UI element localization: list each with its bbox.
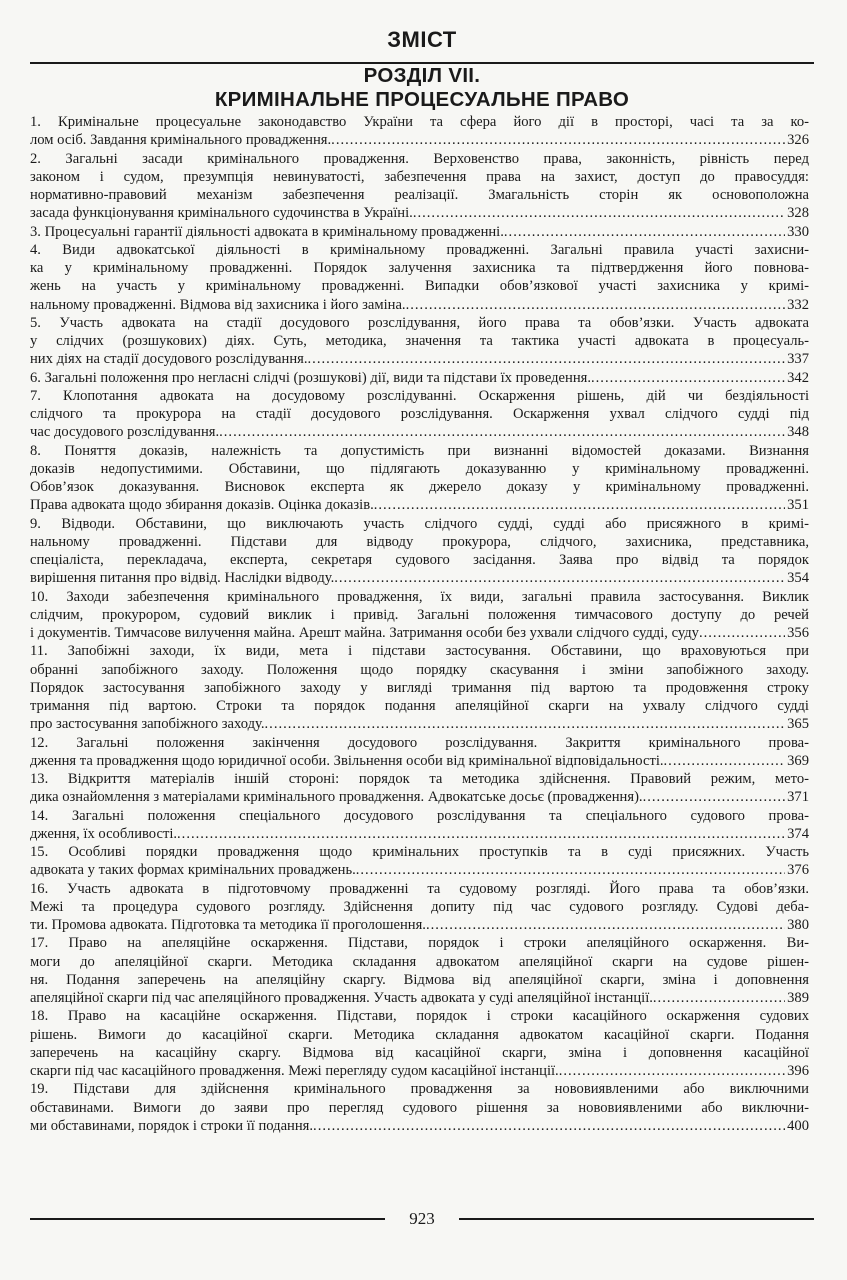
toc-entry[interactable] [30, 843, 809, 880]
toc-entry-line [30, 569, 809, 587]
toc-entry-text: ти. Промова адвоката. Підготовка та методика її проголошення. [30, 917, 426, 933]
running-header [30, 22, 814, 64]
page-number: 923 [409, 1209, 435, 1228]
toc-page-number: 400 [787, 1117, 809, 1134]
toc-entry-line: ня. Подання заперечень на апеляційну скаргу. Відмова від апеляційної скарги, зміна і доповнення [30, 971, 809, 988]
toc-entry-line: жень на участь у кримінальному провадженні. Випадки обов’язкової участі захисника у кримі- [30, 278, 809, 295]
toc-entry-line [30, 204, 809, 222]
toc-entry-line: нормативно-правовий механізм забезпечення реалізації. Змагальність сторін як основоположна [30, 187, 809, 203]
toc-page-number: 326 [787, 132, 809, 149]
toc-page-number: 354 [787, 570, 809, 587]
toc-entry-text: про застосування запобіжного заходу. [30, 716, 265, 733]
toc-entry-line: 11. Запобіжні заходи, їх види, мета і підстави застосування. Обставини, що враховуються при [30, 643, 809, 660]
toc-page-number: 348 [787, 424, 809, 441]
toc-entry[interactable] [30, 442, 809, 515]
toc-entry-line: 13. Відкриття матеріалів іншій стороні: порядок та методика здійснення. Правовий режим, мето- [30, 771, 809, 787]
toc-dot-leader [643, 788, 786, 806]
footer-rule-right [459, 1218, 814, 1220]
toc-entry-line [30, 1062, 809, 1080]
toc-entry-line [30, 861, 809, 879]
toc-entry[interactable] [30, 387, 809, 442]
toc-entry-line [30, 916, 809, 934]
toc-page-number: 396 [787, 1063, 809, 1079]
toc-entry-text: Права адвоката щодо збирання доказів. Оцінка доказів. [30, 497, 374, 514]
toc-entry-line: Межі та процедура судового розгляду. Здійснення допиту під час судового розгляду. Судові деба- [30, 898, 809, 915]
toc-entry-text: лом осіб. Завдання кримінального провадження. [30, 132, 332, 149]
toc-entry-line: слідчого та прокурора на стадії досудового розслідування. Оскарження ухвал слідчого судді під [30, 406, 809, 422]
toc-entry[interactable] [30, 588, 809, 643]
toc-dot-leader [331, 131, 785, 149]
toc-entry-line: 16. Участь адвоката в підготовчому провадженні та судовому розгляді. Його права та обов’язки. [30, 880, 809, 897]
toc-page-number: 356 [787, 625, 809, 641]
toc-entry-text: дика ознайомлення з матеріалами кримінального провадження. Адвокатське досьє (провадження). [30, 789, 643, 806]
toc-entry-line: обранні запобіжного заходу. Положення щодо порядку скасування і зміни запобіжного заходу. [30, 661, 809, 678]
toc-entry[interactable] [30, 934, 809, 1007]
toc-dot-leader [265, 715, 786, 733]
toc-entry[interactable] [30, 807, 809, 844]
section-number: РОЗДІЛ VII. [363, 64, 481, 87]
toc-entry-line: 5. Участь адвоката на стадії досудового розслідування, його права та обов’язки. Участь адвоката [30, 314, 809, 331]
toc-entry[interactable] [30, 515, 809, 588]
page-footer [30, 1207, 814, 1231]
toc-entry-line: ка у кримінальному провадженні. Порядок залучення захисника та підтвердження його повнова- [30, 260, 809, 276]
toc-page-number: 371 [787, 789, 809, 806]
toc-entry-text: дження та провадження щодо юридичної особи. Звільнення особи від кримінальної відповідальності. [30, 752, 664, 769]
toc-entry-line [30, 825, 809, 843]
toc-dot-leader [308, 350, 786, 368]
toc-entry-line: 15. Особливі порядки провадження щодо кримінальних проступків та в суді присяжних. Участь [30, 844, 809, 860]
toc-entry[interactable] [30, 734, 809, 771]
toc-dot-leader [699, 624, 785, 642]
toc-dot-leader [413, 204, 785, 222]
toc-entry-line: 19. Підстави для здійснення кримінального провадження за нововиявленими або виключними [30, 1081, 809, 1098]
toc-entry-line: 17. Право на апеляційне оскарження. Підстави, порядок і строки апеляційного оскарження. Ви- [30, 935, 809, 952]
toc-dot-leader [406, 296, 786, 314]
toc-entry[interactable] [30, 1007, 809, 1080]
toc-entry-line: 1. Кримінальне процесуальне законодавство України та сфера його дії в просторі, часі та за ко- [30, 114, 809, 130]
toc-entry-line: 8. Поняття доказів, належність та допустимість при визнанні відомостей доказами. Визнання [30, 442, 809, 459]
toc-page-number: 365 [787, 716, 809, 733]
toc-entry-line: слідчим, прокурором, судовий виклик і привід. Загальні положення тимчасового доступу до речей [30, 606, 809, 623]
toc-page-number: 380 [787, 917, 809, 933]
toc-entry-line [30, 1117, 809, 1135]
toc-entry-text: скарги під час касаційного провадження. Межі перегляду судом касаційної інстанції. [30, 1063, 559, 1079]
section-heading [30, 64, 814, 112]
toc-entry-text: адвоката у таких формах кримінальних проваджень. [30, 862, 356, 879]
toc-entry-line: доказів недопустимими. Обставини, що підлягають доказуванню у кримінальному провадженні. [30, 460, 809, 477]
toc-entry-line: законом і судом, презумпція невинуватості, забезпечення права на захист, доступ до правосуддя: [30, 168, 809, 185]
toc-dot-leader [219, 423, 785, 441]
toc-entry-line: обставинами. Вимоги до заяви про перегляд судового рішення за нововиявленими або виключни- [30, 1099, 809, 1116]
toc-entry-line [30, 715, 809, 733]
toc-dot-leader [559, 1062, 785, 1080]
toc-entry[interactable] [30, 770, 809, 807]
toc-page-number: 330 [787, 223, 809, 240]
toc-dot-leader [374, 496, 785, 514]
toc-entry[interactable] [30, 113, 809, 150]
toc-entry-line [30, 369, 809, 387]
toc-entry[interactable] [30, 642, 809, 733]
toc-entry-line [30, 423, 809, 441]
toc-entry-line: 14. Загальні положення спеціального досудового розслідування та спеціального судового прова- [30, 807, 809, 824]
toc-entry-line: Порядок застосування запобіжного заходу у вигляді тримання під вартою та продовження строку [30, 679, 809, 696]
table-of-contents [30, 113, 809, 1135]
toc-entry-text: нальному провадженні. Відмова від захисника і його заміна. [30, 296, 406, 313]
toc-entry-line [30, 296, 809, 314]
toc-entry-line: спеціаліста, перекладача, експерта, секретаря судового засідання. Заява про відвід та порядок [30, 552, 809, 568]
toc-entry-line: 18. Право на касаційне оскарження. Підстави, порядок і строки касаційного оскарження судових [30, 1008, 809, 1025]
toc-entry-text: вирішення питання про відвід. Наслідки відводу. [30, 570, 335, 587]
toc-entry-line [30, 223, 809, 241]
toc-entry-line: 2. Загальні засади кримінального провадження. Верховенство права, законність, рівність перед [30, 150, 809, 167]
toc-entry-text: і документів. Тимчасове вилучення майна. Арешт майна. Затримання особи без ухвали слідчого судді, суду [30, 625, 699, 641]
toc-entry-line: рішень. Вимоги до касаційної скарги. Методика складання адвокатом касаційної скарги. Подання [30, 1026, 809, 1043]
toc-page-number: 369 [787, 752, 809, 769]
toc-entry-line: нальному провадженні. Підстави для відводу прокурора, слідчого, захисника, представника, [30, 533, 809, 550]
toc-entry-line: моги до апеляційної скарги. Методика складання адвокатом апеляційної скарги на судове рішен- [30, 953, 809, 970]
toc-entry[interactable] [30, 150, 809, 223]
toc-entry-line [30, 989, 809, 1007]
toc-entry-text: 6. Загальні положення про негласні слідчі (розшукові) дії, види та підстави їх проведення. [30, 369, 591, 386]
toc-entry-line [30, 131, 809, 149]
toc-dot-leader [653, 989, 785, 1007]
toc-entry-line: Обов’язок доказування. Висновок експерта як джерело доказу у кримінальному провадженні. [30, 479, 809, 495]
toc-dot-leader [334, 569, 785, 587]
toc-entry-line: тримання під вартою. Строки та порядок подання апеляційної скарги на ухвалу слідчого судді [30, 698, 809, 714]
toc-entry[interactable] [30, 241, 809, 314]
section-title: КРИМІНАЛЬНЕ ПРОЦЕСУАЛЬНЕ ПРАВО [214, 88, 630, 111]
toc-entry-line [30, 496, 809, 514]
toc-entry[interactable] [30, 314, 809, 369]
toc-entry-line: 9. Відводи. Обставини, що виключають участь слідчого судді, судді або присяжного в кримі- [30, 515, 809, 532]
toc-entry[interactable] [30, 880, 809, 935]
toc-dot-leader [504, 223, 785, 241]
toc-entry-text: апеляційної скарги під час апеляційного провадження. Участь адвоката у суді апеляційної інстанції. [30, 990, 653, 1006]
toc-entry-line: заперечень на касаційну скаргу. Відмова від касаційної скарги, зміна і доповнення касаційної [30, 1044, 809, 1061]
toc-entry-line [30, 350, 809, 368]
toc-entry-line: 10. Заходи забезпечення кримінального провадження, їх види, загальні правила застосування. Виклик [30, 588, 809, 605]
toc-entry-text: них діях на стадії досудового розслідування. [30, 351, 308, 368]
toc-dot-leader [313, 1117, 785, 1135]
toc-page-number: 342 [787, 369, 809, 386]
toc-entry[interactable] [30, 1080, 809, 1135]
toc-page-number: 376 [787, 862, 809, 879]
toc-page-number: 328 [787, 205, 809, 222]
toc-entry-text: дження, їх особливості. [30, 825, 178, 842]
toc-entry[interactable] [30, 369, 809, 387]
toc-page-number: 374 [787, 825, 809, 842]
toc-page-number: 351 [787, 497, 809, 514]
toc-entry[interactable] [30, 223, 809, 241]
toc-entry-text: ми обставинами, порядок і строки її подання. [30, 1117, 314, 1134]
toc-dot-leader [591, 369, 785, 387]
toc-entry-text: засада функціонування кримінального судочинства в Україні. [30, 205, 413, 222]
toc-dot-leader [177, 825, 785, 843]
toc-entry-line: у слідчих (розшукових) діях. Суть, методика, значення та тактика участі адвоката в процесуаль- [30, 333, 809, 349]
toc-entry-line [30, 752, 809, 770]
toc-page-number: 337 [787, 351, 809, 368]
toc-entry-line [30, 624, 809, 642]
toc-dot-leader [426, 916, 785, 934]
toc-entry-line [30, 788, 809, 806]
toc-dot-leader [356, 861, 785, 879]
toc-page-number: 332 [787, 296, 809, 313]
toc-entry-line: 7. Клопотання адвоката на досудовому розслідуванні. Оскарження рішень, дій чи бездіяльності [30, 387, 809, 404]
toc-dot-leader [664, 752, 786, 770]
toc-page-number: 389 [787, 990, 809, 1006]
toc-entry-text: 3. Процесуальні гарантії діяльності адвоката в кримінальному провадженні. [30, 223, 504, 240]
toc-entry-text: час досудового розслідування. [30, 424, 220, 441]
header-title: ЗМІСТ [387, 27, 457, 52]
toc-entry-line: 4. Види адвокатської діяльності в кримінальному провадженні. Загальні правила участі захисни- [30, 241, 809, 258]
toc-entry-line: 12. Загальні положення закінчення досудового розслідування. Закриття кримінального прова- [30, 734, 809, 751]
